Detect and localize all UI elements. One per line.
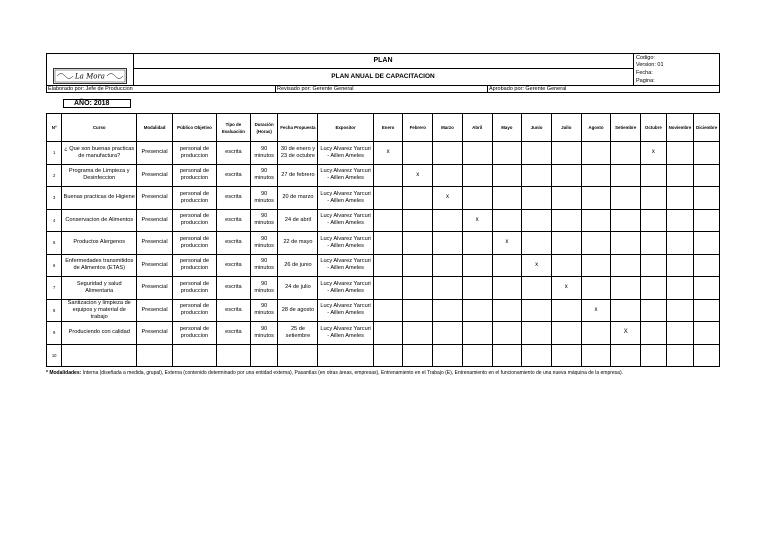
- column-header: Junio: [522, 114, 552, 142]
- month-cell: [403, 142, 433, 165]
- month-cell: [694, 277, 720, 300]
- column-header: Febrero: [403, 114, 433, 142]
- month-cell: [694, 322, 720, 345]
- column-header: Curso: [62, 114, 137, 142]
- month-cell: [403, 344, 433, 367]
- evaluation-cell: escrita: [217, 164, 251, 187]
- company-logo: [53, 68, 127, 84]
- month-cell: [694, 232, 720, 255]
- row-number: 7: [47, 277, 62, 300]
- month-cell: [666, 164, 694, 187]
- elaborado-label: Elaborado por: Jefe de Produccion: [48, 86, 133, 92]
- month-cell: [666, 277, 694, 300]
- month-cell: [433, 344, 463, 367]
- month-cell: [492, 142, 522, 165]
- month-cell: [492, 187, 522, 210]
- modality-cell: Presencial: [137, 299, 173, 322]
- month-cell: [581, 322, 611, 345]
- month-cell: [641, 322, 667, 345]
- month-cell: x: [433, 187, 463, 210]
- course-cell: Produciendo con calidad: [62, 322, 137, 345]
- month-cell: [694, 164, 720, 187]
- month-cell: [462, 322, 492, 345]
- column-header: Enero: [373, 114, 403, 142]
- month-cell: [581, 232, 611, 255]
- modality-cell: Presencial: [137, 164, 173, 187]
- month-cell: [492, 344, 522, 367]
- date-cell: 26 de junio: [278, 254, 318, 277]
- month-cell: [611, 299, 641, 322]
- date-cell: 30 de enero y 23 de octubre: [278, 142, 318, 165]
- speaker-cell: [318, 344, 373, 367]
- month-cell: [611, 209, 641, 232]
- month-cell: [666, 187, 694, 210]
- version-label: Version: 01: [636, 62, 664, 68]
- course-cell: ¿ Que son buenas practicas de manufactura?: [62, 142, 137, 165]
- audience-cell: [172, 344, 216, 367]
- table-row: [47, 232, 720, 255]
- month-cell: [641, 187, 667, 210]
- modalidades-footnote: [46, 370, 746, 376]
- month-cell: [551, 344, 581, 367]
- table-row: [47, 187, 720, 210]
- month-cell: [433, 142, 463, 165]
- column-header: Marzo: [433, 114, 463, 142]
- month-cell: [581, 142, 611, 165]
- evaluation-cell: escrita: [217, 232, 251, 255]
- modality-cell: Presencial: [137, 277, 173, 300]
- month-cell: x: [641, 142, 667, 165]
- column-header: Agosto: [581, 114, 611, 142]
- month-cell: [551, 209, 581, 232]
- month-cell: [694, 187, 720, 210]
- month-cell: [492, 322, 522, 345]
- column-header: Expositor: [318, 114, 373, 142]
- modality-cell: Presencial: [137, 254, 173, 277]
- date-cell: 24 de abril: [278, 209, 318, 232]
- speaker-cell: Lucy Alvarez Yarcuri - Aillen Ameles: [318, 277, 373, 300]
- table-row: [47, 142, 720, 165]
- month-cell: [611, 232, 641, 255]
- month-cell: [522, 232, 552, 255]
- column-header: Público Objetivo: [172, 114, 216, 142]
- audience-cell: personal de produccion: [172, 322, 216, 345]
- modality-cell: Presencial: [137, 209, 173, 232]
- course-cell: [62, 344, 137, 367]
- month-cell: [433, 164, 463, 187]
- month-cell: [522, 209, 552, 232]
- month-cell: [462, 254, 492, 277]
- month-cell: [433, 277, 463, 300]
- speaker-cell: Lucy Alvarez Yarcuri - Aillen Ameles: [318, 209, 373, 232]
- month-cell: [611, 344, 641, 367]
- speaker-cell: Lucy Alvarez Yarcuri - Aillen Ameles: [318, 142, 373, 165]
- duration-cell: 90 minutos: [250, 277, 278, 300]
- month-cell: [611, 142, 641, 165]
- month-cell: [694, 254, 720, 277]
- month-cell: [551, 164, 581, 187]
- column-header: Julio: [551, 114, 581, 142]
- month-cell: [403, 254, 433, 277]
- month-cell: [462, 142, 492, 165]
- date-cell: 25 de setiembre: [278, 322, 318, 345]
- month-cell: [522, 164, 552, 187]
- month-cell: [551, 187, 581, 210]
- month-cell: [641, 299, 667, 322]
- month-cell: [581, 254, 611, 277]
- duration-cell: 90 minutos: [250, 187, 278, 210]
- month-cell: x: [551, 277, 581, 300]
- month-cell: [462, 164, 492, 187]
- column-header: Nº: [47, 114, 62, 142]
- month-cell: [611, 187, 641, 210]
- duration-cell: 90 minutos: [250, 254, 278, 277]
- month-cell: [403, 187, 433, 210]
- duration-cell: 90 minutos: [250, 209, 278, 232]
- column-header: Octubre: [641, 114, 667, 142]
- month-cell: [373, 232, 403, 255]
- month-cell: x: [492, 232, 522, 255]
- month-cell: [373, 299, 403, 322]
- month-cell: [694, 344, 720, 367]
- month-cell: [462, 232, 492, 255]
- duration-cell: [250, 344, 278, 367]
- duration-cell: 90 minutos: [250, 299, 278, 322]
- table-row: [47, 277, 720, 300]
- modality-cell: Presencial: [137, 187, 173, 210]
- month-cell: [403, 277, 433, 300]
- evaluation-cell: escrita: [217, 277, 251, 300]
- evaluation-cell: escrita: [217, 187, 251, 210]
- evaluation-cell: escrita: [217, 142, 251, 165]
- month-cell: [522, 187, 552, 210]
- row-number: 5: [47, 232, 62, 255]
- month-cell: [581, 187, 611, 210]
- month-cell: [694, 209, 720, 232]
- evaluation-cell: escrita: [217, 254, 251, 277]
- month-cell: [666, 254, 694, 277]
- month-cell: [551, 142, 581, 165]
- audience-cell: personal de produccion: [172, 254, 216, 277]
- month-cell: [522, 142, 552, 165]
- month-cell: [694, 299, 720, 322]
- month-cell: [433, 209, 463, 232]
- logo-text: La Mora: [75, 72, 105, 81]
- column-header: Duración (Horas): [250, 114, 278, 142]
- month-cell: [666, 322, 694, 345]
- evaluation-cell: escrita: [217, 322, 251, 345]
- aprobado-label: Aprobado por: Gerente General: [489, 86, 567, 92]
- pagina-label: Pagina:: [636, 78, 655, 84]
- speaker-cell: Lucy Alvarez Yarcuri - Aillen Ameles: [318, 322, 373, 345]
- month-cell: [373, 187, 403, 210]
- duration-cell: 90 minutos: [250, 322, 278, 345]
- fecha-label: Fecha:: [636, 70, 653, 76]
- month-cell: [694, 142, 720, 165]
- month-cell: [373, 164, 403, 187]
- table-row: [47, 299, 720, 322]
- month-cell: x: [522, 254, 552, 277]
- month-cell: [403, 232, 433, 255]
- column-header: Noviembre: [666, 114, 694, 142]
- month-cell: [462, 299, 492, 322]
- month-cell: [403, 322, 433, 345]
- month-cell: [373, 254, 403, 277]
- column-header: Fecha Propuesta: [278, 114, 318, 142]
- date-cell: 22 de mayo: [278, 232, 318, 255]
- codigo-label: Codigo:: [636, 55, 655, 61]
- row-number: 2: [47, 164, 62, 187]
- month-cell: [462, 277, 492, 300]
- month-cell: [433, 254, 463, 277]
- month-cell: [462, 344, 492, 367]
- month-cell: [551, 232, 581, 255]
- audience-cell: personal de produccion: [172, 232, 216, 255]
- month-cell: [611, 277, 641, 300]
- month-cell: [551, 254, 581, 277]
- audience-cell: personal de produccion: [172, 187, 216, 210]
- column-header: Setiembre: [611, 114, 641, 142]
- date-cell: 28 de agosto: [278, 299, 318, 322]
- month-cell: x: [462, 209, 492, 232]
- month-cell: [492, 277, 522, 300]
- modality-cell: Presencial: [137, 142, 173, 165]
- date-cell: 27 de febrero: [278, 164, 318, 187]
- course-cell: Enfermedades transmitidos de Alimentos (ETAS): [62, 254, 137, 277]
- month-cell: [433, 232, 463, 255]
- month-cell: [641, 344, 667, 367]
- date-cell: 24 de julio: [278, 277, 318, 300]
- duration-cell: 90 minutos: [250, 164, 278, 187]
- speaker-cell: Lucy Alvarez Yarcuri - Aillen Ameles: [318, 299, 373, 322]
- audience-cell: personal de produccion: [172, 142, 216, 165]
- course-cell: Conservacion de Alimentos: [62, 209, 137, 232]
- modality-cell: [137, 344, 173, 367]
- month-cell: [522, 344, 552, 367]
- month-cell: [611, 164, 641, 187]
- course-cell: Buenas practicas de Higiene: [62, 187, 137, 210]
- month-cell: [551, 322, 581, 345]
- column-header: Modalidad: [137, 114, 173, 142]
- speaker-cell: Lucy Alvarez Yarcuri - Aillen Ameles: [318, 187, 373, 210]
- month-cell: [522, 277, 552, 300]
- month-cell: [641, 209, 667, 232]
- month-cell: [666, 209, 694, 232]
- month-cell: x: [581, 299, 611, 322]
- row-number: 8: [47, 299, 62, 322]
- table-row: [47, 344, 720, 367]
- course-cell: Seguridad y salud Alimentaria: [62, 277, 137, 300]
- speaker-cell: Lucy Alvarez Yarcuri - Aillen Ameles: [318, 254, 373, 277]
- evaluation-cell: [217, 344, 251, 367]
- date-cell: 20 de marzo: [278, 187, 318, 210]
- month-cell: [403, 299, 433, 322]
- month-cell: [641, 232, 667, 255]
- column-header: Tipo de Evaluación: [217, 114, 251, 142]
- audience-cell: personal de produccion: [172, 164, 216, 187]
- month-cell: [373, 344, 403, 367]
- month-cell: [581, 164, 611, 187]
- table-header-row: [47, 114, 720, 142]
- evaluation-cell: escrita: [217, 209, 251, 232]
- duration-cell: 90 minutos: [250, 232, 278, 255]
- table-row: [47, 209, 720, 232]
- plan-subtitle: PLAN ANUAL DE CAPACITACION: [331, 73, 435, 80]
- speaker-cell: Lucy Alvarez Yarcuri - Aillen Ameles: [318, 164, 373, 187]
- month-cell: [581, 277, 611, 300]
- month-cell: [641, 164, 667, 187]
- column-header: Abril: [462, 114, 492, 142]
- month-cell: x: [373, 142, 403, 165]
- speaker-cell: Lucy Alvarez Yarcuri - Aillen Ameles: [318, 232, 373, 255]
- modality-cell: Presencial: [137, 232, 173, 255]
- training-plan-table: [46, 113, 720, 367]
- date-cell: [278, 344, 318, 367]
- audience-cell: personal de produccion: [172, 299, 216, 322]
- month-cell: [522, 322, 552, 345]
- month-cell: [666, 142, 694, 165]
- duration-cell: 90 minutos: [250, 142, 278, 165]
- month-cell: [522, 299, 552, 322]
- document-header: [46, 53, 720, 93]
- plan-title: PLAN: [373, 57, 393, 64]
- month-cell: [403, 209, 433, 232]
- month-cell: [373, 322, 403, 345]
- month-cell: [462, 187, 492, 210]
- column-header: Diciembre: [694, 114, 720, 142]
- month-cell: [492, 299, 522, 322]
- audience-cell: personal de produccion: [172, 209, 216, 232]
- row-number: 9: [47, 322, 62, 345]
- month-cell: [373, 209, 403, 232]
- column-header: Mayo: [492, 114, 522, 142]
- month-cell: [581, 209, 611, 232]
- course-cell: Santizacion y limpieza de equipos y material de trabajo: [62, 299, 137, 322]
- row-number: 6: [47, 254, 62, 277]
- month-cell: [433, 322, 463, 345]
- month-cell: [666, 344, 694, 367]
- month-cell: [641, 254, 667, 277]
- course-cell: Productos Alergenos: [62, 232, 137, 255]
- row-number: 3: [47, 187, 62, 210]
- evaluation-cell: escrita: [217, 299, 251, 322]
- row-number: 4: [47, 209, 62, 232]
- month-cell: [373, 277, 403, 300]
- footnote-label: * Modalidades:: [46, 370, 82, 376]
- month-cell: [492, 164, 522, 187]
- month-cell: [666, 232, 694, 255]
- table-row: [47, 164, 720, 187]
- course-cell: Programa de Limpieza y Desinfeccion: [62, 164, 137, 187]
- audience-cell: personal de produccion: [172, 277, 216, 300]
- month-cell: [551, 299, 581, 322]
- month-cell: [433, 299, 463, 322]
- month-cell: [492, 209, 522, 232]
- month-cell: [492, 254, 522, 277]
- revisado-label: Revisado por: Gerente General: [277, 86, 354, 92]
- month-cell: [666, 299, 694, 322]
- year-label: AÑO: 2018: [63, 99, 131, 108]
- row-number: 1: [47, 142, 62, 165]
- modality-cell: Presencial: [137, 322, 173, 345]
- footnote-text: Interna (diseñada a medida, grupal), Externa (contenido determinado por una entidad externa), Pasantías (en otras áreas, empresas), Entrenamiento en el Trabajo (E), Entrenamiento en el funcionamiento de una nueva máquina de la empresa).: [81, 370, 624, 376]
- month-cell: x: [403, 164, 433, 187]
- table-row: [47, 254, 720, 277]
- month-cell: [611, 254, 641, 277]
- month-cell: [641, 277, 667, 300]
- table-row: [47, 322, 720, 345]
- month-cell: [581, 344, 611, 367]
- row-number: 10: [47, 344, 62, 367]
- month-cell: X: [611, 322, 641, 345]
